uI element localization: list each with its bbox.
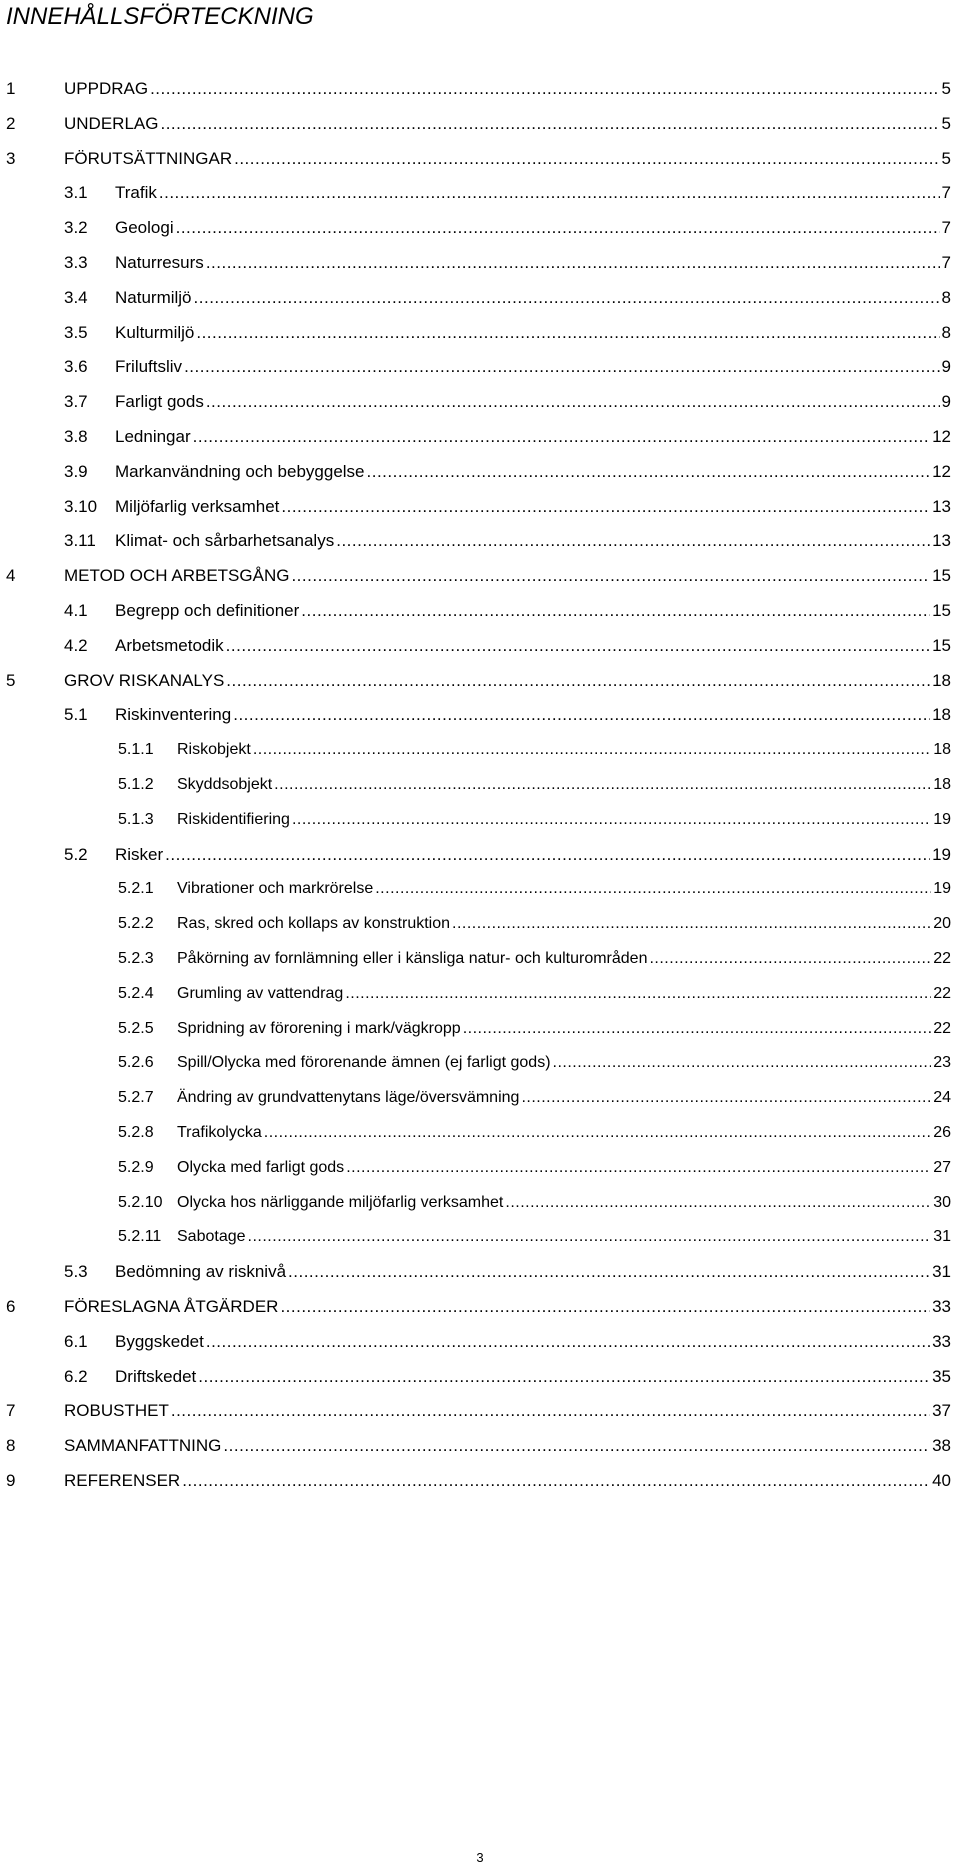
toc-entry-title: Byggskedet bbox=[115, 1331, 204, 1351]
toc-entry[interactable] bbox=[118, 1086, 951, 1110]
toc-entry-title: Skyddsobjekt bbox=[177, 776, 273, 793]
toc-entry-page: 33 bbox=[932, 1331, 951, 1351]
toc-entry-page: 8 bbox=[941, 287, 951, 307]
toc-dot-leader bbox=[206, 390, 940, 414]
toc-entry-number: 3.2 bbox=[64, 218, 88, 238]
toc-dot-leader bbox=[346, 1156, 931, 1180]
toc-entry-title: Friluftsliv bbox=[115, 357, 183, 377]
toc-entry[interactable] bbox=[64, 390, 951, 414]
toc-entry-title: Ras, skred och kollaps av konstruktion bbox=[177, 915, 451, 933]
toc-entry[interactable] bbox=[64, 425, 951, 449]
toc-entry-title: Olycka hos närliggande miljöfarlig verksamhet bbox=[177, 1193, 504, 1211]
toc-entry-number: 1 bbox=[6, 79, 16, 98]
toc-entry-number: 5.2.1 bbox=[118, 880, 154, 898]
toc-entry-page: 35 bbox=[932, 1366, 951, 1386]
toc-entry-title: SAMMANFATTNING bbox=[64, 1436, 222, 1456]
page-title: INNEHÅLLSFÖRTECKNING bbox=[6, 3, 314, 30]
toc-entry-number: 5.2.7 bbox=[118, 1089, 154, 1107]
toc-entry-number: 6.1 bbox=[64, 1331, 88, 1351]
toc-dot-leader bbox=[280, 1295, 930, 1319]
toc-entry-page: 8 bbox=[941, 322, 951, 342]
toc-entry-title: FÖRESLAGNA ÅTGÄRDER bbox=[64, 1297, 279, 1316]
toc-entry-page: 23 bbox=[933, 1054, 951, 1072]
toc-entry[interactable] bbox=[118, 1225, 951, 1249]
toc-entry-title: REFERENSER bbox=[64, 1471, 181, 1490]
toc-entry-title: Risker bbox=[115, 844, 164, 864]
toc-entry[interactable] bbox=[64, 286, 951, 310]
toc-dot-leader bbox=[521, 1086, 931, 1110]
toc-entry[interactable] bbox=[118, 1017, 951, 1041]
toc-dot-leader bbox=[223, 1434, 930, 1458]
toc-entry-number: 9 bbox=[6, 1471, 16, 1490]
toc-entry-number: 7 bbox=[6, 1401, 16, 1421]
toc-entry-title: Farligt gods bbox=[115, 392, 204, 412]
toc-entry-page: 26 bbox=[933, 1124, 951, 1141]
toc-entry[interactable] bbox=[64, 495, 951, 519]
toc-dot-leader bbox=[194, 286, 940, 310]
toc-entry[interactable] bbox=[118, 912, 951, 936]
toc-entry[interactable] bbox=[64, 216, 951, 240]
toc-entry[interactable] bbox=[118, 773, 951, 797]
toc-dot-leader bbox=[452, 912, 931, 936]
toc-entry[interactable] bbox=[64, 529, 951, 553]
toc-entry[interactable] bbox=[6, 1434, 951, 1458]
toc-dot-leader bbox=[253, 738, 931, 762]
toc-entry-title: UNDERLAG bbox=[64, 113, 159, 133]
toc-entry[interactable] bbox=[64, 355, 951, 379]
toc-dot-leader bbox=[206, 1330, 930, 1354]
toc-entry-page: 22 bbox=[933, 1019, 951, 1037]
toc-entry-page: 7 bbox=[941, 183, 951, 203]
toc-entry-number: 3.10 bbox=[64, 496, 98, 516]
toc-entry[interactable] bbox=[118, 877, 951, 901]
toc-entry-title: Riskidentifiering bbox=[177, 810, 290, 828]
toc-dot-leader bbox=[226, 634, 930, 658]
toc-entry-title: Riskinventering bbox=[115, 705, 232, 725]
toc-entry[interactable] bbox=[64, 1260, 951, 1284]
toc-entry-title: Geologi bbox=[115, 218, 174, 238]
toc-entry-page: 22 bbox=[933, 950, 951, 967]
toc-entry-page: 22 bbox=[933, 984, 951, 1002]
toc-entry-number: 5.2.11 bbox=[118, 1228, 162, 1246]
toc-entry-number: 5.1.1 bbox=[118, 741, 154, 759]
toc-entry-title: Vibrationer och markrörelse bbox=[177, 880, 374, 898]
toc-entry-page: 18 bbox=[933, 776, 951, 793]
toc-entry-title: Markanvändning och bebyggelse bbox=[115, 461, 365, 481]
toc-entry[interactable] bbox=[6, 112, 951, 136]
toc-entry-page: 31 bbox=[933, 1228, 951, 1246]
toc-entry-number: 3.7 bbox=[64, 392, 88, 412]
toc-dot-leader bbox=[301, 599, 930, 623]
toc-entry-page: 33 bbox=[932, 1297, 951, 1316]
toc-dot-leader bbox=[264, 1121, 931, 1145]
toc-entry[interactable] bbox=[118, 947, 951, 971]
toc-entry-number: 4.2 bbox=[64, 635, 88, 655]
toc-entry-number: 4 bbox=[6, 566, 16, 586]
toc-entry-number: 5.2.8 bbox=[118, 1124, 154, 1141]
toc-entry-page: 9 bbox=[941, 357, 951, 377]
toc-entry-page: 37 bbox=[932, 1401, 951, 1421]
toc-entry[interactable] bbox=[64, 843, 951, 867]
toc-dot-leader bbox=[292, 808, 931, 832]
toc-entry-page: 27 bbox=[933, 1158, 951, 1176]
toc-entry-page: 18 bbox=[932, 670, 951, 690]
toc-entry-title: Kulturmiljö bbox=[115, 322, 195, 342]
toc-dot-leader bbox=[274, 773, 931, 797]
toc-entry-number: 4.1 bbox=[64, 601, 88, 620]
toc-entry-number: 5.2.4 bbox=[118, 984, 154, 1002]
toc-dot-leader bbox=[165, 843, 930, 867]
toc-entry-title: Spridning av förorening i mark/vägkropp bbox=[177, 1019, 461, 1037]
toc-entry-page: 15 bbox=[932, 566, 951, 586]
toc-dot-leader bbox=[288, 1260, 930, 1284]
toc-entry-page: 5 bbox=[941, 113, 951, 133]
toc-entry-number: 5.2.6 bbox=[118, 1054, 154, 1072]
toc-entry[interactable] bbox=[64, 599, 951, 623]
toc-entry[interactable] bbox=[118, 1156, 951, 1180]
toc-entry-number: 5.2 bbox=[64, 844, 88, 864]
toc-entry[interactable] bbox=[64, 634, 951, 658]
toc-entry-number: 3 bbox=[6, 148, 16, 168]
toc-dot-leader bbox=[505, 1191, 931, 1215]
toc-entry[interactable] bbox=[6, 1295, 951, 1319]
toc-entry[interactable] bbox=[64, 1330, 951, 1354]
toc-entry-page: 15 bbox=[932, 601, 951, 620]
toc-entry-page: 5 bbox=[941, 79, 951, 98]
toc-entry-title: Driftskedet bbox=[115, 1366, 197, 1386]
toc-entry[interactable] bbox=[6, 1399, 951, 1423]
toc-entry[interactable] bbox=[6, 77, 951, 101]
toc-entry[interactable] bbox=[6, 1469, 951, 1493]
page-number: 3 bbox=[476, 1850, 484, 1865]
toc-entry-title: Ledningar bbox=[115, 427, 191, 446]
toc-dot-leader bbox=[375, 877, 931, 901]
toc-entry[interactable] bbox=[64, 181, 951, 205]
toc-dot-leader bbox=[206, 251, 940, 275]
toc-dot-leader bbox=[193, 425, 930, 449]
toc-entry-title: METOD OCH ARBETSGÅNG bbox=[64, 566, 290, 586]
toc-entry[interactable] bbox=[118, 808, 951, 832]
toc-entry-title: Begrepp och definitioner bbox=[115, 601, 300, 620]
toc-entry-title: Trafik bbox=[115, 183, 157, 203]
toc-dot-leader bbox=[226, 669, 930, 693]
toc-entry-number: 5.1.2 bbox=[118, 776, 154, 793]
toc-dot-leader bbox=[160, 112, 939, 136]
toc-dot-leader bbox=[182, 1469, 930, 1493]
toc-entry-page: 7 bbox=[941, 253, 951, 272]
toc-entry-title: Klimat- och sårbarhetsanalys bbox=[115, 531, 335, 551]
toc-entry-number: 6.2 bbox=[64, 1366, 88, 1386]
toc-entry-page: 9 bbox=[941, 392, 951, 412]
toc-entry-number: 3.8 bbox=[64, 427, 88, 446]
toc-entry[interactable] bbox=[64, 321, 951, 345]
toc-entry-title: Trafikolycka bbox=[177, 1124, 262, 1141]
toc-entry[interactable] bbox=[118, 982, 951, 1006]
toc-entry-number: 3.1 bbox=[64, 183, 88, 203]
toc-entry-number: 6 bbox=[6, 1297, 16, 1316]
toc-entry-page: 18 bbox=[933, 741, 951, 759]
toc-entry-page: 31 bbox=[932, 1262, 951, 1282]
toc-entry-page: 13 bbox=[932, 496, 951, 516]
toc-entry-title: Sabotage bbox=[177, 1228, 246, 1246]
toc-entry-number: 2 bbox=[6, 113, 16, 133]
toc-entry-number: 3.6 bbox=[64, 357, 88, 377]
toc-entry-number: 5.2.9 bbox=[118, 1158, 154, 1176]
toc-dot-leader bbox=[196, 321, 939, 345]
toc-entry-number: 5.1.3 bbox=[118, 810, 154, 828]
toc-dot-leader bbox=[463, 1017, 932, 1041]
toc-entry-number: 5.2.3 bbox=[118, 950, 154, 967]
toc-entry-title: Riskobjekt bbox=[177, 741, 251, 759]
toc-entry-title: Grumling av vattendrag bbox=[177, 984, 344, 1002]
toc-entry-page: 18 bbox=[932, 705, 951, 725]
toc-dot-leader bbox=[233, 703, 930, 727]
toc-dot-leader bbox=[553, 1051, 932, 1075]
toc-entry-title: Naturresurs bbox=[115, 253, 204, 272]
toc-entry-title: Miljöfarlig verksamhet bbox=[115, 496, 280, 516]
toc-dot-leader bbox=[150, 77, 939, 101]
toc-entry[interactable] bbox=[64, 703, 951, 727]
toc-dot-leader bbox=[184, 355, 939, 379]
toc-entry-page: 20 bbox=[933, 915, 951, 933]
toc-entry-number: 5.2.5 bbox=[118, 1019, 154, 1037]
toc-dot-leader bbox=[649, 947, 931, 971]
toc-entry-title: ROBUSTHET bbox=[64, 1401, 169, 1421]
toc-entry-title: Arbetsmetodik bbox=[115, 635, 224, 655]
toc-entry[interactable] bbox=[118, 738, 951, 762]
toc-entry[interactable] bbox=[118, 1051, 951, 1075]
toc-dot-leader bbox=[198, 1365, 930, 1389]
toc-entry-page: 30 bbox=[933, 1193, 951, 1211]
toc-entry-title: Påkörning av fornlämning eller i känsliga natur- och kulturområden bbox=[177, 950, 648, 967]
toc-entry-title: Naturmiljö bbox=[115, 287, 192, 307]
toc-entry[interactable] bbox=[64, 1365, 951, 1389]
toc-entry-number: 5.2.2 bbox=[118, 915, 154, 933]
toc-entry-number: 5.3 bbox=[64, 1262, 88, 1282]
toc-entry-title: Ändring av grundvattenytans läge/översvämning bbox=[177, 1089, 520, 1107]
toc-entry-page: 12 bbox=[932, 427, 951, 446]
toc-entry[interactable] bbox=[118, 1191, 951, 1215]
toc-entry-page: 5 bbox=[941, 148, 951, 168]
toc-entry[interactable] bbox=[64, 251, 951, 275]
toc-dot-leader bbox=[345, 982, 931, 1006]
toc-entry-number: 5.2.10 bbox=[118, 1193, 163, 1211]
toc-entry-number: 3.9 bbox=[64, 461, 88, 481]
toc-entry-title: FÖRUTSÄTTNINGAR bbox=[64, 148, 233, 168]
toc-dot-leader bbox=[176, 216, 940, 240]
toc-entry-title: Olycka med farligt gods bbox=[177, 1158, 345, 1176]
toc-entry[interactable] bbox=[6, 669, 951, 693]
toc-entry-page: 12 bbox=[932, 461, 951, 481]
toc-entry-page: 38 bbox=[932, 1436, 951, 1456]
toc-dot-leader bbox=[171, 1399, 930, 1423]
toc-entry-number: 3.3 bbox=[64, 253, 88, 272]
toc-entry[interactable] bbox=[6, 564, 951, 588]
toc-entry-page: 19 bbox=[933, 810, 951, 828]
toc-entry-page: 24 bbox=[933, 1089, 951, 1107]
toc-entry-title: Bedömning av risknivå bbox=[115, 1262, 287, 1282]
toc-entry[interactable] bbox=[6, 147, 951, 171]
toc-entry[interactable] bbox=[64, 460, 951, 484]
toc-entry-number: 8 bbox=[6, 1436, 16, 1456]
toc-dot-leader bbox=[291, 564, 930, 588]
toc-entry-page: 19 bbox=[933, 880, 951, 898]
toc-dot-leader bbox=[234, 147, 939, 171]
toc-entry-page: 19 bbox=[932, 844, 951, 864]
toc-dot-leader bbox=[336, 529, 930, 553]
toc-dot-leader bbox=[248, 1225, 932, 1249]
toc-entry-title: Spill/Olycka med förorenande ämnen (ej farligt gods) bbox=[177, 1054, 551, 1072]
toc-entry-title: GROV RISKANALYS bbox=[64, 670, 225, 690]
toc-entry-number: 3.4 bbox=[64, 287, 88, 307]
toc-entry-page: 15 bbox=[932, 635, 951, 655]
toc-dot-leader bbox=[281, 495, 930, 519]
toc-entry-title: UPPDRAG bbox=[64, 79, 149, 98]
toc-entry-number: 5.1 bbox=[64, 705, 88, 725]
toc-entry-number: 3.5 bbox=[64, 322, 88, 342]
toc-entry-page: 7 bbox=[941, 218, 951, 238]
toc-dot-leader bbox=[367, 460, 931, 484]
toc-entry-number: 5 bbox=[6, 670, 16, 690]
toc-entry-page: 13 bbox=[932, 531, 951, 551]
toc-entry-number: 3.11 bbox=[64, 531, 96, 551]
toc-entry[interactable] bbox=[118, 1121, 951, 1145]
toc-dot-leader bbox=[159, 181, 940, 205]
toc-entry-page: 40 bbox=[932, 1471, 951, 1490]
